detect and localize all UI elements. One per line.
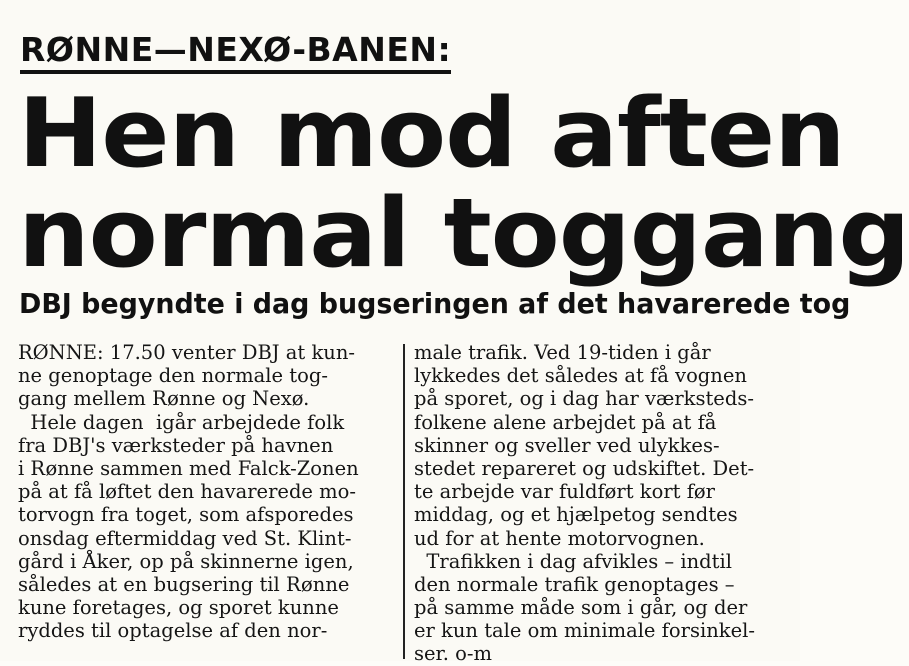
text-line: Trafikken i dag afvikles – indtil [414,549,732,573]
text-line: kune foretages, og sporet kunne [18,596,339,620]
text-line: gård i Åker, op på skinnerne igen, [18,549,354,573]
text-line: på sporet, og i dag har værksteds- [414,387,754,411]
text-line: middag, og et hjælpetog sendtes [414,503,738,527]
text-line: lykkedes det således at få vognen [414,364,747,388]
text-line: på at få løftet den havarerede mo- [18,480,356,504]
text-line: er kun tale om minimale forsinkel- [414,619,755,643]
text-line: Hele dagen igår arbejdede folk [18,410,345,434]
text-line: ud for at hente motorvognen. [414,526,705,550]
headline [18,79,909,289]
text-line: ryddes til optagelse af den nor- [18,619,328,643]
article-column-left [18,341,396,642]
text-line: onsdag eftermiddag ved St. Klint- [18,526,352,550]
text-line: på samme måde som i går, og der [414,596,748,620]
text-line: torvogn fra toget, som afsporedes [18,503,354,527]
text-line: i Rønne sammen med Falck-Zonen [18,456,359,480]
text-line: RØNNE: 17.50 venter DBJ at kun- [18,341,355,364]
text-line: male trafik. Ved 19-tiden i går [414,341,711,364]
headline-line-1: Hen mod aften [18,79,845,189]
text-line: den normale trafik genoptages – [414,572,735,596]
article-column-right [414,341,786,666]
text-line: folkene alene arbejdet på at få [414,410,717,434]
text-line: gang mellem Rønne og Nexø. [18,387,310,411]
subheadline: DBJ begyndte i dag bugseringen af det havarerede tog [19,287,851,320]
text-line: således at en bugsering til Rønne [18,572,350,596]
text-line: fra DBJ's værksteder på havnen [18,433,334,457]
text-line: ne genoptage den normale tog- [18,364,328,388]
text-line: te arbejde var fuldført kort før [414,480,715,504]
column-divider [403,344,405,659]
text-line: ser. o-m [414,642,492,666]
text-line: stedet repareret og udskiftet. Det- [414,456,755,480]
text-line: skinner og sveller ved ulykkes- [414,433,720,457]
headline-line-2: normal toggang [18,179,909,289]
kicker-title: RØNNE—NEXØ-BANEN: [20,30,451,74]
